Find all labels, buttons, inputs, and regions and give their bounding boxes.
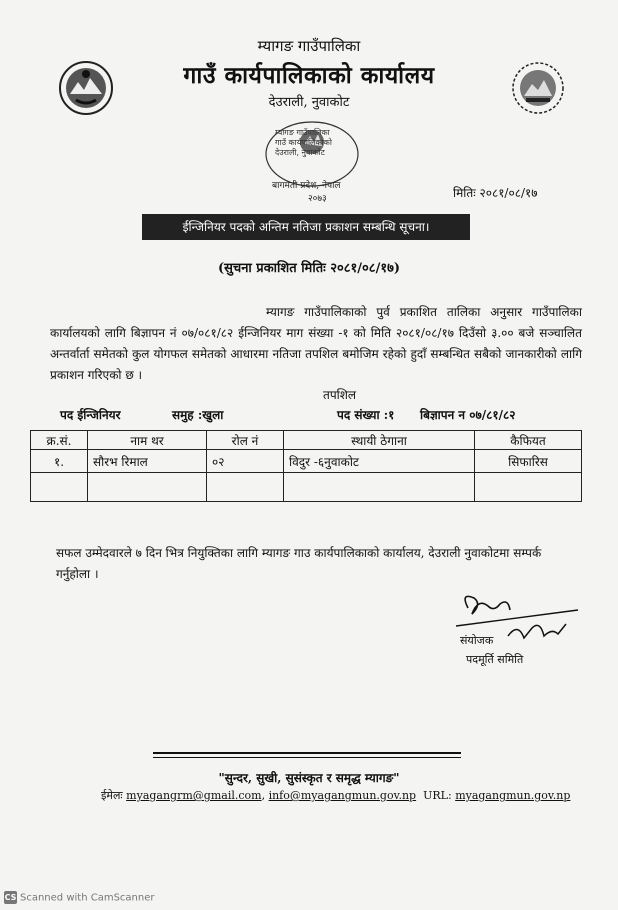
stamp-ring-text: म्यागङ गाउँपालिका गाउँ कार्यपालिकाको देउराली, नुवाकोट — [275, 128, 332, 157]
office-address: देउराली, नुवाकोट — [268, 95, 350, 110]
published-date: (सुचना प्रकाशित मितिः २०८१/०८/१७) — [218, 261, 400, 276]
col-remarks: कैफियत — [475, 431, 582, 450]
table-row — [31, 450, 582, 473]
email-label: ईमेलः — [101, 789, 123, 802]
cell-address: विदुर -६नुवाकोट — [284, 450, 475, 473]
footer-instruction: सफल उम्मेदवारले ७ दिन भित्र नियुक्तिका लागि म्यागङ गाउ कार्यपालिकाको कार्यालय, देउराली नुवाकोटमा सम्पर्क गर्नुहोला । — [56, 546, 542, 581]
post-count: पद संख्या :१ — [337, 408, 395, 422]
details-heading: तपशिल — [323, 388, 357, 402]
contact-line: ईमेलः myagangrm@gmail.com, info@myagangmun.gov.np URL: myagangmun.gov.np — [101, 789, 571, 802]
group-name: समुह :खुला — [172, 408, 224, 422]
stamp-text: बागमती प्रदेश, नेपाल २०७३ — [272, 181, 341, 204]
website-link[interactable]: myagangmun.gov.np — [455, 789, 571, 802]
col-name: नाम थर — [88, 431, 207, 450]
result-table — [30, 430, 582, 502]
cell-remarks: सिफारिस — [475, 450, 582, 473]
email-link-primary[interactable]: myagangrm@gmail.com — [126, 789, 262, 802]
signatory-committee: पदमूर्ति समिति — [466, 653, 524, 666]
url-label: URL: — [423, 789, 452, 802]
cell-roll: ०२ — [207, 450, 284, 473]
notice-body: म्यागङ गाउँपालिकाको पुर्व प्रकाशित तालिका अनुसार गाउँपालिका कार्यालयको लागि बिज्ञापन नं ०७/०८१/८२ ईन्जिनियर माग संख्या -१ को मिति २०८१/०८/१७ दिउँसो ३.०० बजे सञ्चालित अन्तर्वार्ता समेतको कुल योगफल समेतको आधारमा नतिजा तपशिल बमोजिम रहेको हुदाँ सम्बन्धित सबैको जानकारीको लागि प्रकाशन गरिएको छ । — [50, 305, 582, 382]
nepal-emblem-icon — [58, 60, 114, 116]
col-serial: क्र.सं. — [31, 431, 88, 450]
col-address: स्थायी ठेगाना — [284, 431, 475, 450]
camscanner-watermark: CS Scanned with CamScanner — [4, 892, 155, 904]
notice-title-banner: ईन्जिनियर पदको अन्तिम नतिजा प्रकाशन सम्बन्धि सूचना। — [142, 214, 470, 240]
col-roll: रोल नं — [207, 431, 284, 450]
camscanner-logo-icon: CS — [4, 893, 17, 902]
municipality-logo-icon — [510, 60, 566, 116]
footer-divider-thin — [153, 757, 461, 758]
email-link-info[interactable]: info@myagangmun.gov.np — [268, 789, 417, 802]
post-name: पद ईन्जिनियर — [60, 408, 121, 422]
office-title: गाउँ कार्यपालिकाको कार्यालय — [183, 62, 435, 89]
table-header-row — [31, 431, 582, 450]
footer-divider — [153, 752, 461, 754]
advert-number: बिज्ञापन न ०७/८१/८२ — [420, 408, 516, 422]
cell-serial: १. — [31, 450, 88, 473]
table-row-empty — [31, 473, 582, 502]
cell-name: सौरभ रिमाल — [88, 450, 207, 473]
org-name: म्यागङ गाउँपालिका — [257, 37, 361, 55]
signatory-role: संयोजक — [460, 634, 494, 647]
slogan: "सुन्दर, सुखी, सुसंस्कृत र समृद्ध म्यागङ" — [218, 771, 400, 785]
issue-date: मितिः २०८१/०८/१७ — [453, 186, 538, 200]
